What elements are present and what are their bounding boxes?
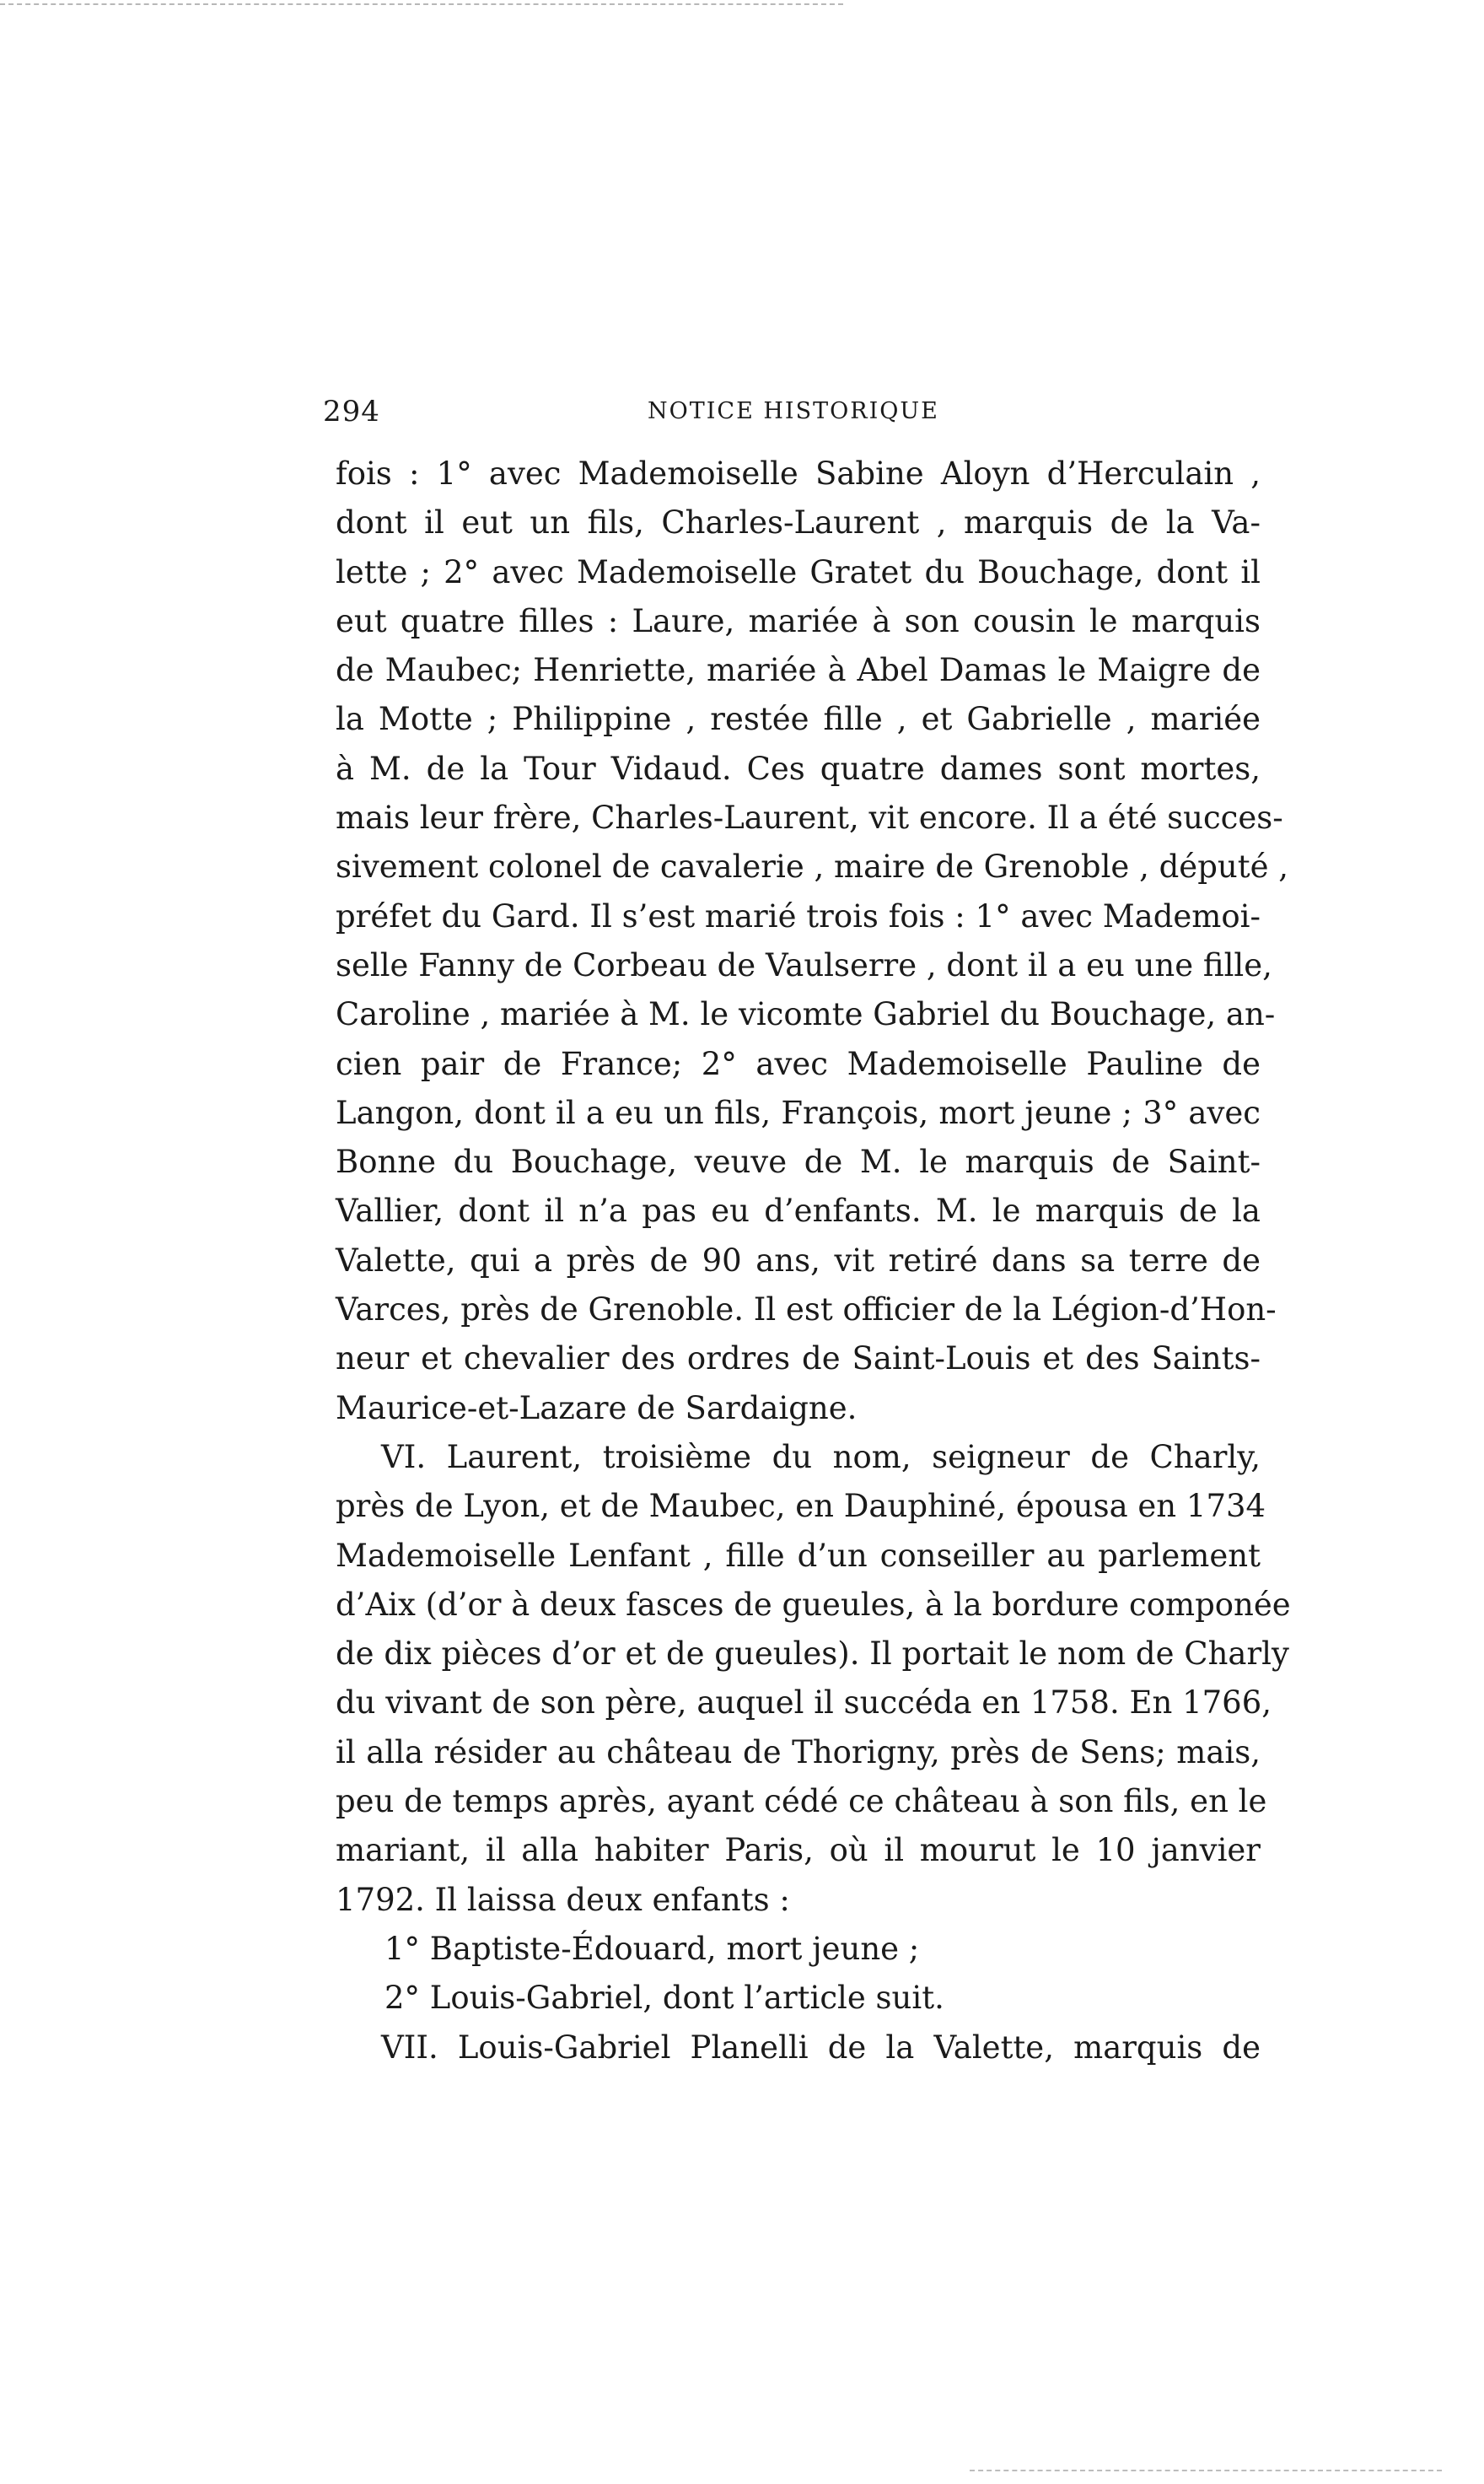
text-line: fois : 1° avec Mademoiselle Sabine Aloyn d’Herculain , <box>336 455 1261 492</box>
text-line: peu de temps après, ayant cédé ce château à son fils, en le <box>336 1783 1267 1820</box>
page-header <box>323 395 1261 445</box>
text-line: 1792. Il laissa deux enfants : <box>336 1881 790 1918</box>
text-line: du vivant de son père, auquel il succéda en 1758. En 1766, <box>336 1684 1272 1722</box>
text-line: préfet du Gard. Il s’est marié trois fois : 1° avec Mademoi- <box>336 897 1261 935</box>
text-line: Varces, près de Grenoble. Il est officier de la Légion-d’Hon- <box>336 1291 1277 1328</box>
text-line: la Motte ; Philippine , restée fille , et Gabrielle , mariée <box>336 701 1261 738</box>
list-item: 2° Louis-Gabriel, dont l’article suit. <box>384 1980 944 2017</box>
list-item: 1° Baptiste-Édouard, mort jeune ; <box>384 1930 920 1967</box>
text-line: neur et chevalier des ordres de Saint-Louis et des Saints- <box>336 1340 1261 1377</box>
text-line: sivement colonel de cavalerie , maire de Grenoble , député , <box>336 849 1288 886</box>
text-line: mariant, il alla habiter Paris, où il mourut le 10 janvier <box>336 1832 1261 1869</box>
text-line: mais leur frère, Charles-Laurent, vit encore. Il a été succes- <box>336 800 1283 837</box>
text-line: de dix pièces d’or et de gueules). Il portait le nom de Charly <box>336 1635 1289 1673</box>
text-line: près de Lyon, et de Maubec, en Dauphiné, épousa en 1734 <box>336 1488 1266 1525</box>
text-line: cien pair de France; 2° avec Mademoiselle Pauline de <box>336 1045 1261 1082</box>
text-line: à M. de la Tour Vidaud. Ces quatre dames sont mortes, <box>336 750 1261 787</box>
text-line: Valette, qui a près de 90 ans, vit retiré dans sa terre de <box>336 1242 1261 1279</box>
text-line: de Maubec; Henriette, mariée à Abel Damas le Maigre de <box>336 652 1261 689</box>
text-line: d’Aix (d’or à deux fasces de gueules, à la bordure componée <box>336 1586 1291 1623</box>
text-line: dont il eut un fils, Charles-Laurent , marquis de la Va- <box>336 504 1261 542</box>
text-line: eut quatre filles : Laure, mariée à son cousin le marquis <box>336 602 1261 639</box>
text-line: lette ; 2° avec Mademoiselle Gratet du Bouchage, dont il <box>336 553 1261 590</box>
text-line: Vallier, dont il n’a pas eu d’enfants. M. le marquis de la <box>336 1193 1261 1230</box>
page-number: 294 <box>323 395 380 428</box>
bottom-scan-edge <box>970 2470 1442 2471</box>
body-text <box>336 450 1291 2072</box>
text-line: Mademoiselle Lenfant , fille d’un conseiller au parlement <box>336 1537 1261 1574</box>
top-scan-edge <box>0 3 843 5</box>
text-line: selle Fanny de Corbeau de Vaulserre , dont il a eu une fille, <box>336 946 1272 983</box>
text-line: il alla résider au château de Thorigny, près de Sens; mais, <box>336 1733 1261 1770</box>
running-title: NOTICE HISTORIQUE <box>648 398 939 424</box>
text-line: Langon, dont il a eu un fils, François, mort jeune ; 3° avec <box>336 1094 1261 1131</box>
text-line: Maurice-et-Lazare de Sardaigne. <box>336 1389 858 1426</box>
text-line: Caroline , mariée à M. le vicomte Gabriel du Bouchage, an- <box>336 996 1276 1033</box>
text-line: VII. Louis-Gabriel Planelli de la Valette, marquis de <box>381 2029 1261 2066</box>
text-line: Bonne du Bouchage, veuve de M. le marquis de Saint- <box>336 1144 1261 1181</box>
text-line: VI. Laurent, troisième du nom, seigneur de Charly, <box>381 1438 1261 1475</box>
